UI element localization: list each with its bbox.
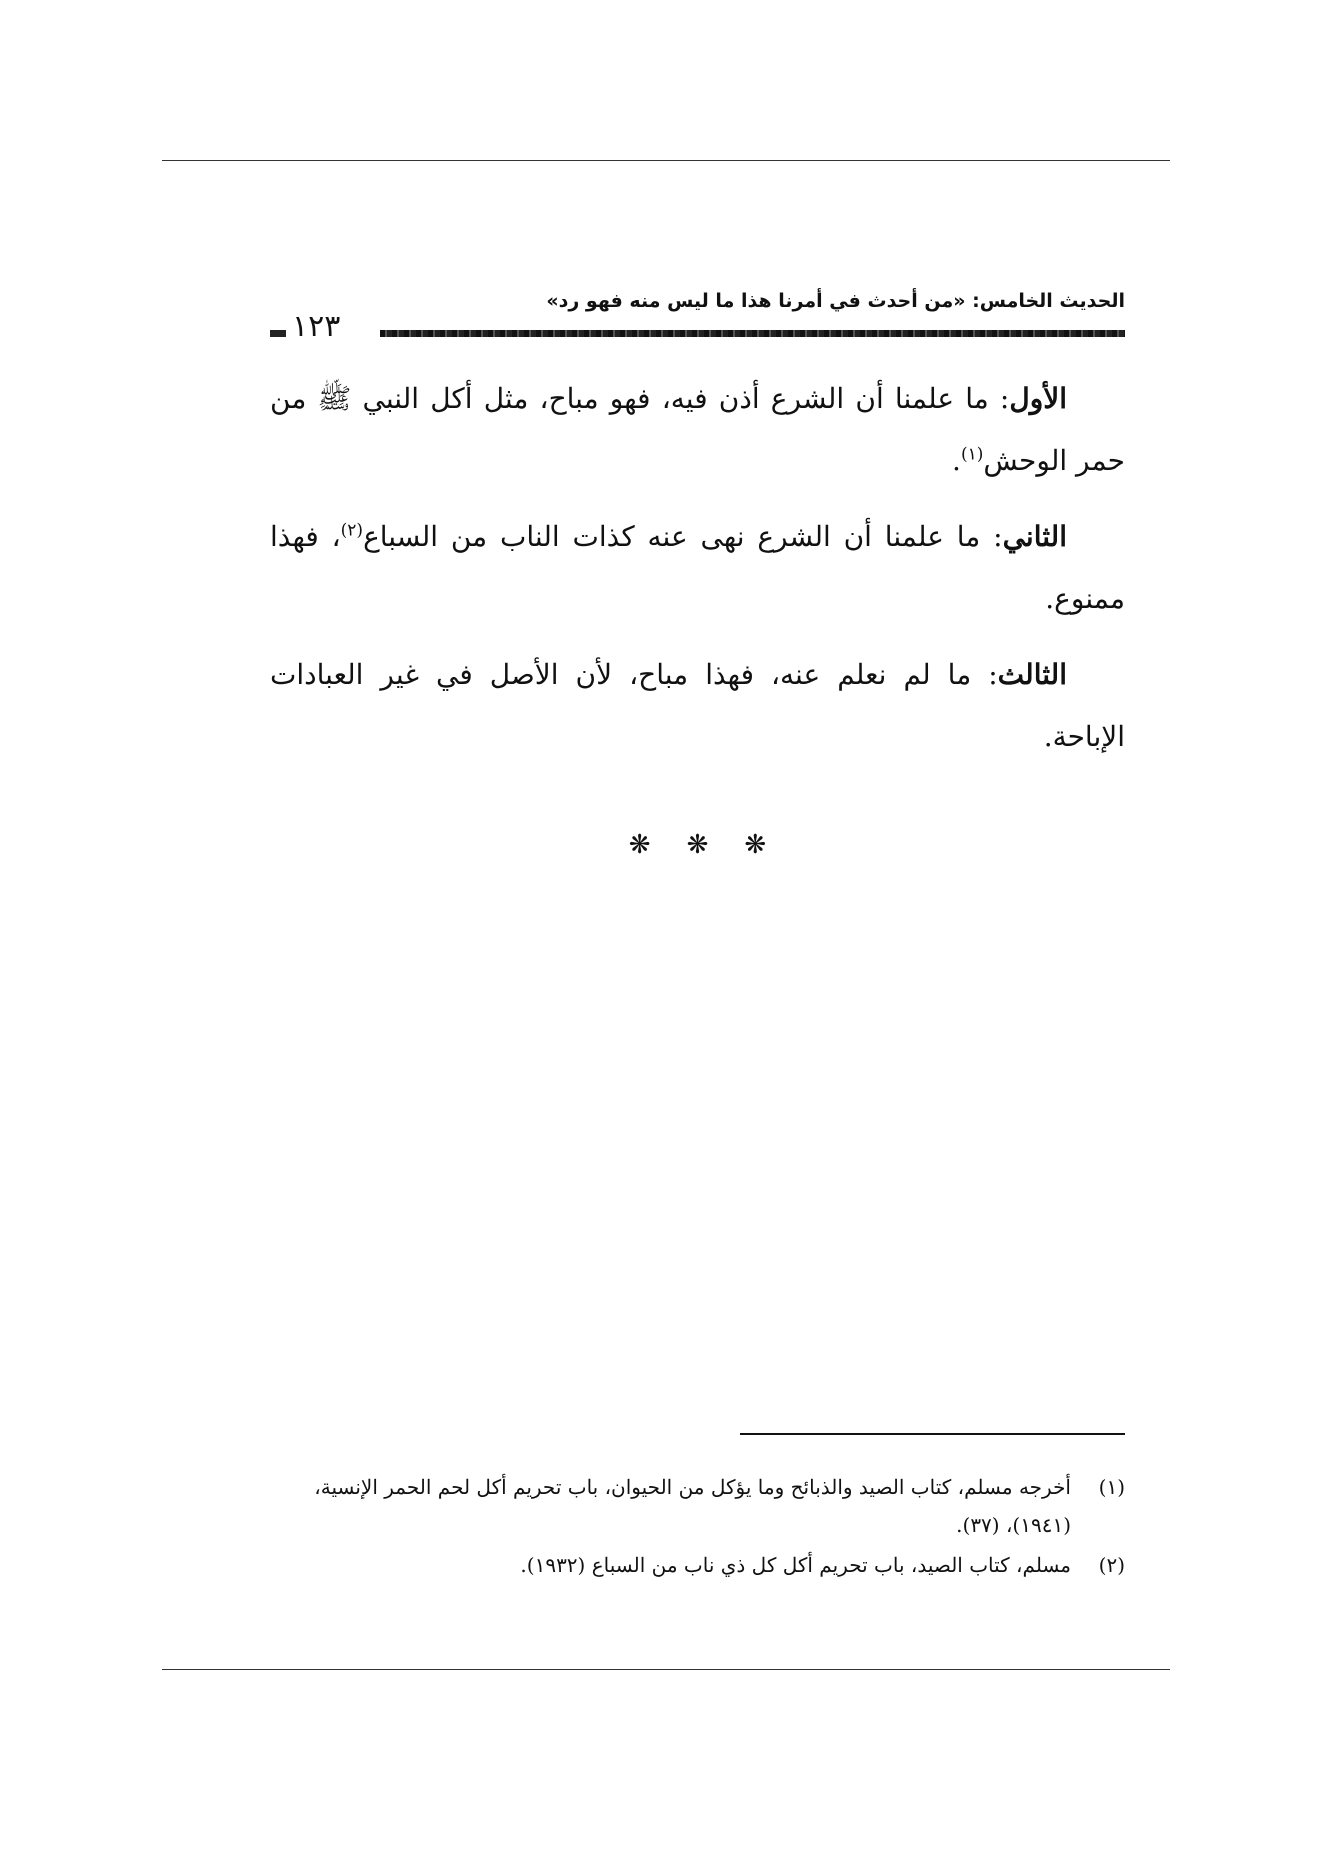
paragraph-second xyxy=(270,506,1125,630)
page-number: ١٢٣ xyxy=(292,309,341,344)
page-content xyxy=(270,290,1125,860)
section-separator xyxy=(270,830,1125,860)
footnote-2 xyxy=(275,1546,1125,1584)
running-header xyxy=(270,290,1125,346)
running-title: الحديث الخامس: «من أحدث في أمرنا هذا ما ليس منه فهو رد» xyxy=(546,290,1125,312)
paragraph-lead: الثاني xyxy=(1002,520,1067,553)
bottom-rule xyxy=(162,1669,1170,1670)
body-text xyxy=(270,368,1125,768)
paragraph-lead: الثالث xyxy=(997,658,1067,691)
footnote-text: أخرجه مسلم، كتاب الصيد والذبائح وما يؤكل من الحيوان، باب تحريم أكل لحم الحمر الإنسية، (١٩٤١)، (٣٧). xyxy=(314,1475,1071,1537)
paragraph-text: : ما علمنا أن الشرع نهى عنه كذات الناب من السباع xyxy=(363,520,1003,553)
footnote-divider xyxy=(740,1433,1125,1435)
asterism-icon: ❋ xyxy=(686,830,709,860)
footnote-1 xyxy=(275,1468,1125,1544)
footnote-number: (٢) xyxy=(1098,1553,1125,1577)
header-ornament-stub xyxy=(270,330,286,337)
top-rule xyxy=(162,160,1170,161)
asterism-icon: ❋ xyxy=(628,830,651,860)
footnotes xyxy=(275,1468,1125,1586)
paragraph-third xyxy=(270,644,1125,768)
footnote-number: (١) xyxy=(1098,1475,1125,1499)
header-ornament-bar xyxy=(380,330,1125,337)
paragraph-text: : ما علمنا أن الشرع أذن فيه، فهو مباح، مثل أكل النبي ﷺ من حمر الوحش xyxy=(270,382,1125,477)
paragraph-text: : ما لم نعلم عنه، فهذا مباح، لأن الأصل في غير العبادات الإباحة. xyxy=(270,658,1125,753)
paragraph-tail: ، فهذا ممنوع. xyxy=(270,520,1125,615)
paragraph-lead: الأول xyxy=(1009,382,1067,415)
footnote-text: مسلم، كتاب الصيد، باب تحريم أكل كل ذي ناب من السباع (١٩٣٢). xyxy=(520,1553,1071,1577)
footnote-ref[interactable]: (٢) xyxy=(340,520,364,541)
asterism-icon: ❋ xyxy=(744,830,767,860)
paragraph-tail: . xyxy=(952,444,961,477)
footnote-ref[interactable]: (١) xyxy=(960,444,984,465)
paragraph-first xyxy=(270,368,1125,492)
